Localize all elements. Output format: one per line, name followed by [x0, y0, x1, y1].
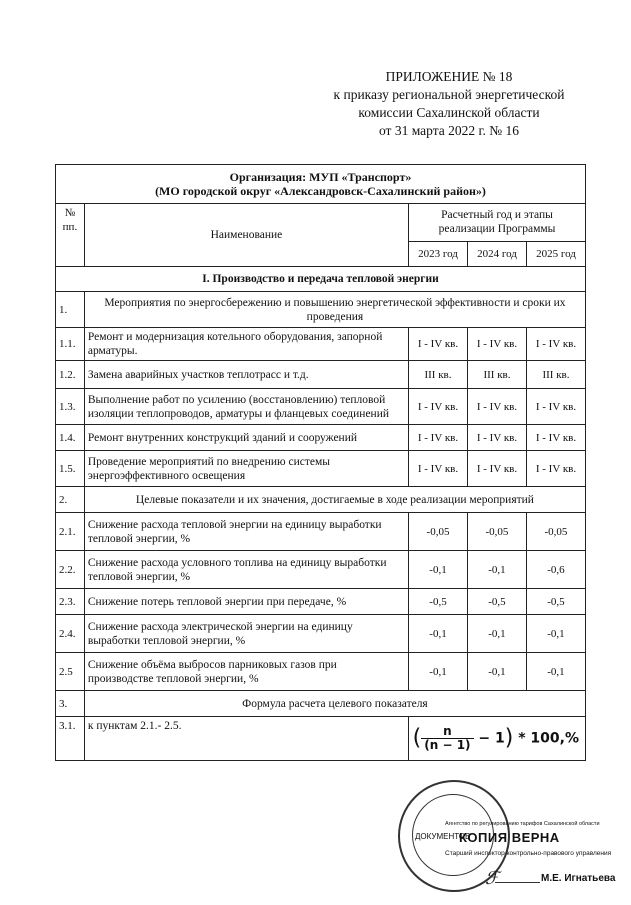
- row-value: I - IV кв.: [409, 451, 468, 487]
- col-header-year: 2023 год: [409, 241, 468, 266]
- row-value: I - IV кв.: [526, 451, 585, 487]
- table-row: [56, 551, 586, 589]
- row-value: -0,05: [409, 513, 468, 551]
- row-name: Снижение расхода условного топлива на единицу выработки тепловой энергии, %: [84, 551, 408, 589]
- col-header-num: № пп.: [56, 204, 85, 267]
- row-number: 2.3.: [56, 589, 85, 615]
- row-value: III кв.: [526, 361, 585, 389]
- row-value: -0,5: [526, 589, 585, 615]
- order-reference: к приказу региональной энергетической: [333, 87, 565, 102]
- table-row: [56, 717, 586, 761]
- row-value: I - IV кв.: [526, 425, 585, 451]
- col-header-year: 2025 год: [526, 241, 585, 266]
- stamp-title: КОПИЯ ВЕРНА: [459, 830, 560, 845]
- row-value: III кв.: [409, 361, 468, 389]
- row-value: I - IV кв.: [526, 328, 585, 361]
- row-name: Замена аварийных участков теплотрасс и т.д.: [84, 361, 408, 389]
- row-value: -0,1: [526, 615, 585, 653]
- row-value: I - IV кв.: [467, 451, 526, 487]
- row-value: -0,05: [526, 513, 585, 551]
- row-value: I - IV кв.: [409, 389, 468, 425]
- document-header: [319, 68, 579, 140]
- row-number: 1.5.: [56, 451, 85, 487]
- appendix-number: ПРИЛОЖЕНИЕ № 18: [385, 69, 513, 84]
- order-date: от 31 марта 2022 г. № 16: [378, 123, 520, 138]
- row-value: I - IV кв.: [409, 328, 468, 361]
- row-name: Снижение расхода тепловой энергии на единицу выработки тепловой энергии, %: [84, 513, 408, 551]
- row-number: 2.2.: [56, 551, 85, 589]
- table-row: [56, 589, 586, 615]
- row-value: -0,5: [409, 589, 468, 615]
- row-name: Ремонт внутренних конструкций зданий и сооружений: [84, 425, 408, 451]
- row-number: 1.3.: [56, 389, 85, 425]
- col-header-period: Расчетный год и этапы реализации Программы: [409, 204, 586, 242]
- row-value: -0,05: [467, 513, 526, 551]
- row-value: -0,1: [526, 653, 585, 691]
- stamp-organization: Агентство по регулированию тарифов Сахалинской области: [445, 821, 600, 827]
- row-number: 1.1.: [56, 328, 85, 361]
- row-value: -0,6: [526, 551, 585, 589]
- signature-line: [495, 882, 540, 883]
- col-header-name: Наименование: [84, 204, 408, 267]
- row-value: I - IV кв.: [467, 389, 526, 425]
- formula-multiplier: * 100,%: [518, 730, 579, 747]
- row-value: -0,5: [467, 589, 526, 615]
- row-value: -0,1: [467, 551, 526, 589]
- table-row: [56, 653, 586, 691]
- table-row: [56, 389, 586, 425]
- row-value: -0,1: [467, 653, 526, 691]
- row-number: 1.2.: [56, 361, 85, 389]
- col-header-year: 2024 год: [467, 241, 526, 266]
- municipality-name: (МО городской округ «Александровск-Сахалинский район»): [155, 184, 486, 198]
- row-value: I - IV кв.: [467, 425, 526, 451]
- organization-cell: [56, 165, 586, 204]
- row-value: III кв.: [467, 361, 526, 389]
- program-table: [55, 164, 586, 761]
- stamp-doc-label: ДОКУМЕНТОВ: [415, 832, 471, 841]
- row-number: 1.4.: [56, 425, 85, 451]
- group-title: Формула расчета целевого показателя: [84, 691, 585, 717]
- table-row: [56, 425, 586, 451]
- row-number: 2.1.: [56, 513, 85, 551]
- formula-tail: − 1: [478, 730, 505, 747]
- row-name: Снижение расхода электрической энергии на единицу выработки тепловой энергии, %: [84, 615, 408, 653]
- group-title: Целевые показатели и их значения, достигаемые в ходе реализации мероприятий: [84, 487, 585, 513]
- row-name: Снижение объёма выбросов парниковых газов при производстве тепловой энергии, %: [84, 653, 408, 691]
- group-number: 2.: [56, 487, 85, 513]
- row-number: 3.1.: [56, 717, 85, 761]
- table-row: [56, 615, 586, 653]
- stamp-position: Старший инспектор контрольно-правового управления: [445, 850, 612, 857]
- table-row: [56, 361, 586, 389]
- row-value: -0,1: [409, 653, 468, 691]
- row-value: I - IV кв.: [409, 425, 468, 451]
- section-title: I. Производство и передача тепловой энергии: [56, 267, 586, 292]
- table-row: [56, 513, 586, 551]
- row-name: к пунктам 2.1.- 2.5.: [84, 717, 408, 761]
- group-number: 3.: [56, 691, 85, 717]
- row-number: 2.4.: [56, 615, 85, 653]
- row-value: -0,1: [409, 551, 468, 589]
- row-number: 2.5: [56, 653, 85, 691]
- row-value: I - IV кв.: [467, 328, 526, 361]
- formula-fraction: [421, 725, 473, 752]
- table-row: [56, 451, 586, 487]
- signature: ℱ: [485, 868, 500, 889]
- formula-denominator: (n − 1): [424, 738, 471, 752]
- table-row: [56, 328, 586, 361]
- organization-name: Организация: МУП «Транспорт»: [229, 170, 412, 184]
- group-number: 1.: [56, 292, 85, 328]
- row-value: -0,1: [409, 615, 468, 653]
- formula-numerator: n: [421, 725, 473, 739]
- commission-name: комиссии Сахалинской области: [358, 105, 540, 120]
- row-name: Ремонт и модернизация котельного оборудования, запорной арматуры.: [84, 328, 408, 361]
- row-value: I - IV кв.: [526, 389, 585, 425]
- row-name: Проведение мероприятий по внедрению системы энергоэффективного освещения: [84, 451, 408, 487]
- row-name: Выполнение работ по усилению (восстановлению) тепловой изоляции теплопроводов, арматуры и фланцевых соединений: [84, 389, 408, 425]
- stamp-signer-name: М.Е. Игнатьева: [541, 873, 616, 884]
- group-title: Мероприятия по энергосбережению и повышению энергетической эффективности и сроки их проведения: [84, 292, 585, 328]
- row-value: -0,1: [467, 615, 526, 653]
- formula: ( $\frac{n}{(n - 1)}$ − 1) * 100,%: [409, 717, 586, 761]
- row-name: Снижение потерь тепловой энергии при передаче, %: [84, 589, 408, 615]
